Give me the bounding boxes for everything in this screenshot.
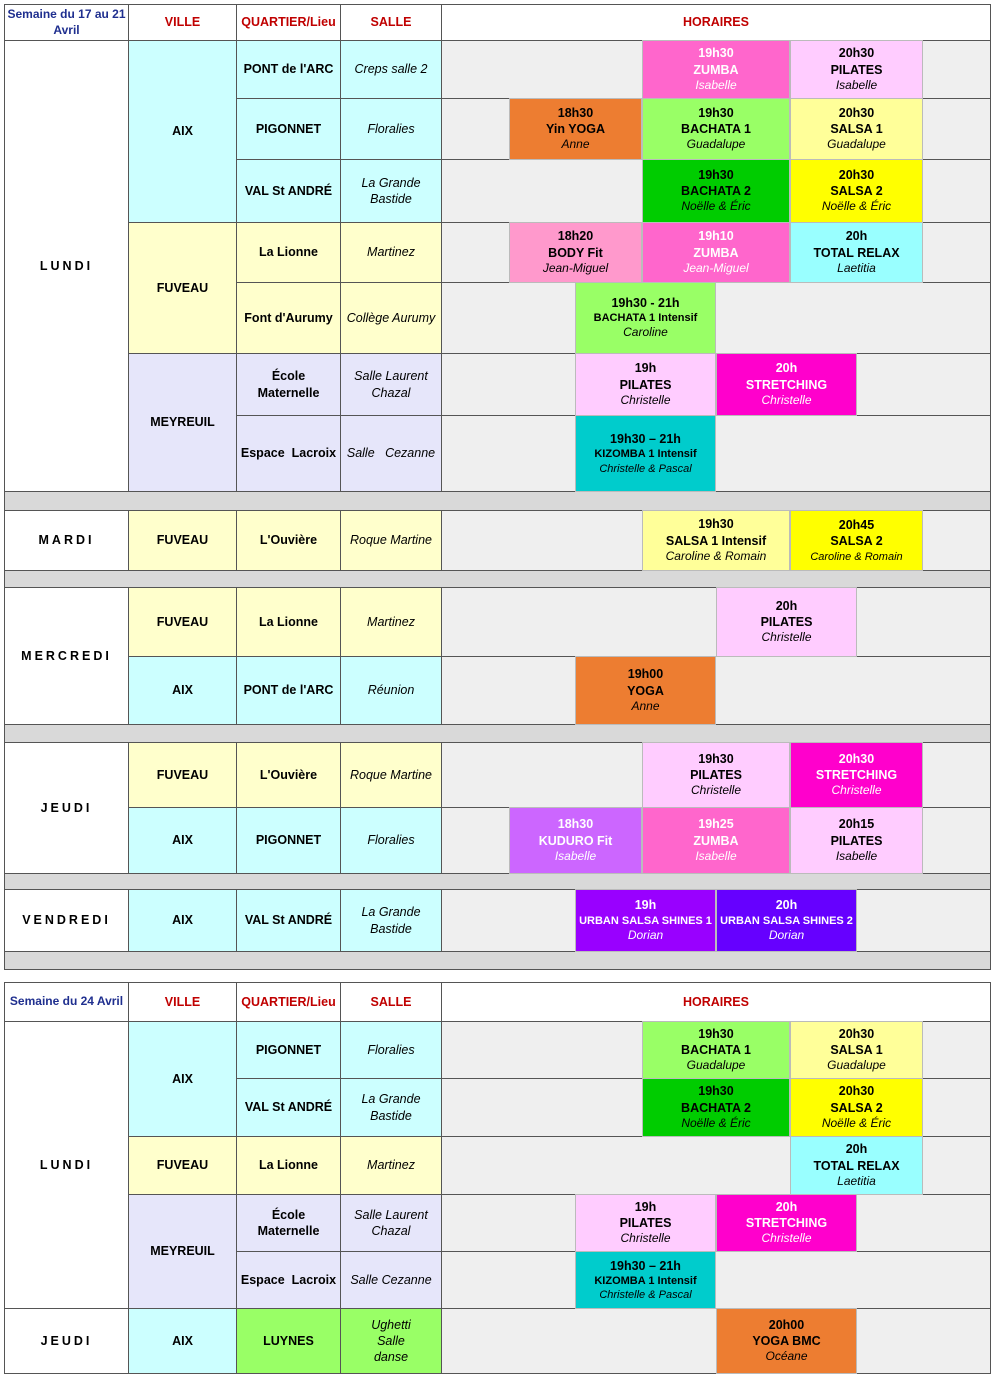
course-name: STRETCHING bbox=[745, 377, 828, 392]
course-name: BACHATA 1 bbox=[681, 1043, 751, 1058]
salle-cell: Martinez bbox=[340, 1136, 442, 1195]
lieu-cell: VAL St ANDRÉ bbox=[236, 1078, 341, 1137]
course-time: 20h30 bbox=[838, 1026, 875, 1041]
course-time: 20h bbox=[775, 1199, 798, 1214]
lieu-cell: École Maternelle bbox=[236, 353, 341, 416]
salle-cell: Floralies bbox=[340, 1021, 442, 1079]
course-teacher: Christelle bbox=[690, 783, 741, 798]
col-header-salle: SALLE bbox=[340, 4, 442, 41]
course-name: Yin YOGA bbox=[545, 122, 606, 137]
course-time: 19h30 bbox=[698, 167, 734, 182]
lieu-cell: PIGONNET bbox=[236, 98, 341, 160]
course-time: 19h30 bbox=[698, 46, 734, 61]
course-name: TOTAL RELAX bbox=[813, 245, 900, 260]
course-name: YOGA BMC bbox=[752, 1334, 821, 1349]
ville-meyreuil: MEYREUIL bbox=[128, 1194, 237, 1309]
course-time: 20h45 bbox=[838, 518, 875, 533]
course-time: 19h bbox=[634, 361, 657, 376]
course-slot bbox=[575, 1251, 716, 1309]
course-time: 20h bbox=[775, 898, 798, 913]
course-teacher: Dorian bbox=[627, 927, 664, 942]
course-teacher: Isabelle bbox=[835, 848, 878, 863]
course-name: SALSA 2 bbox=[830, 534, 883, 549]
course-time: 19h30 bbox=[698, 1084, 734, 1099]
lieu-cell: École Maternelle bbox=[236, 1194, 341, 1252]
course-name: PILATES bbox=[760, 615, 813, 630]
course-name: PILATES bbox=[830, 62, 883, 77]
course-teacher: Christelle bbox=[761, 1231, 812, 1246]
course-name: URBAN SALSA SHINES 1 bbox=[579, 914, 712, 927]
salle-cell: Roque Martine bbox=[340, 510, 442, 571]
course-teacher: Christelle & Pascal bbox=[599, 462, 692, 475]
course-slot bbox=[790, 1078, 923, 1137]
course-slot bbox=[790, 222, 923, 283]
course-slot bbox=[575, 656, 716, 725]
course-name: ZUMBA bbox=[693, 245, 739, 260]
course-teacher: Christelle & Pascal bbox=[599, 1289, 692, 1302]
day-jeudi: JEUDI bbox=[4, 1308, 129, 1374]
course-slot bbox=[575, 1194, 716, 1252]
course-time: 19h30 – 21h bbox=[610, 432, 681, 447]
lieu-cell: PONT de l'ARC bbox=[236, 40, 341, 99]
separator bbox=[4, 873, 991, 890]
col-header-ville: VILLE bbox=[128, 4, 237, 41]
course-slot bbox=[642, 510, 790, 571]
course-slot bbox=[509, 222, 642, 283]
ville-meyreuil: MEYREUIL bbox=[128, 353, 237, 492]
course-time: 19h30 – 21h bbox=[610, 1258, 681, 1273]
course-name: STRETCHING bbox=[815, 768, 898, 783]
schedule-row bbox=[441, 1251, 991, 1309]
salle-cell: Salle Laurent Chazal bbox=[340, 1194, 442, 1252]
day-jeudi: JEUDI bbox=[4, 742, 129, 874]
course-time: 18h30 bbox=[557, 817, 594, 832]
course-name: PILATES bbox=[619, 377, 672, 392]
day-mardi: MARDI bbox=[4, 510, 129, 571]
ville-fuveau: FUVEAU bbox=[128, 742, 237, 808]
course-slot bbox=[642, 40, 790, 99]
course-slot bbox=[716, 587, 857, 657]
course-slot bbox=[642, 807, 790, 874]
course-name: BACHATA 2 bbox=[681, 184, 751, 199]
course-teacher: Caroline & Romain bbox=[810, 550, 903, 563]
course-time: 20h00 bbox=[768, 1317, 805, 1332]
col-header-salle: SALLE bbox=[340, 982, 442, 1022]
course-teacher: Isabelle bbox=[554, 848, 597, 863]
course-name: BACHATA 2 bbox=[681, 1100, 751, 1115]
schedule-row bbox=[441, 282, 991, 354]
ville-aix: AIX bbox=[128, 807, 237, 874]
course-teacher: Jean-Miguel bbox=[542, 260, 609, 275]
lieu-cell: Espace Lacroix bbox=[236, 415, 341, 492]
course-time: 20h30 bbox=[838, 167, 875, 182]
course-time: 20h bbox=[845, 229, 868, 244]
course-slot bbox=[575, 415, 716, 492]
ville-fuveau: FUVEAU bbox=[128, 587, 237, 657]
course-slot bbox=[642, 98, 790, 160]
course-slot bbox=[790, 40, 923, 99]
course-teacher: Noëlle & Éric bbox=[681, 1115, 751, 1130]
salle-cell: Martinez bbox=[340, 587, 442, 657]
course-name: SALSA 1 Intensif bbox=[665, 533, 767, 548]
col-header-quartier: QUARTIER/Lieu bbox=[236, 4, 341, 41]
day-vendredi: VENDREDI bbox=[4, 889, 129, 952]
ville-aix: AIX bbox=[128, 889, 237, 952]
course-teacher: Noëlle & Éric bbox=[821, 199, 892, 214]
lieu-cell: La Lionne bbox=[236, 1136, 341, 1195]
course-time: 20h30 bbox=[838, 105, 875, 120]
salle-cell: Réunion bbox=[340, 656, 442, 725]
course-slot bbox=[790, 98, 923, 160]
course-slot bbox=[790, 1021, 923, 1079]
col-header-quartier: QUARTIER/Lieu bbox=[236, 982, 341, 1022]
course-slot bbox=[790, 742, 923, 808]
salle-cell: La Grande Bastide bbox=[340, 159, 442, 223]
course-slot bbox=[790, 159, 923, 223]
lieu-cell: LUYNES bbox=[236, 1308, 341, 1374]
course-time: 20h bbox=[775, 598, 798, 613]
salle-cell: Ughetti Salle danse bbox=[340, 1308, 442, 1374]
separator bbox=[4, 951, 991, 970]
course-teacher: Caroline & Romain bbox=[665, 548, 767, 563]
course-name: ZUMBA bbox=[693, 62, 739, 77]
col-header-horaires: HORAIRES bbox=[441, 982, 991, 1022]
course-teacher: Laetitia bbox=[837, 1173, 876, 1188]
course-teacher: Christelle bbox=[620, 392, 671, 407]
salle-cell: Salle Laurent Chazal bbox=[340, 353, 442, 416]
course-slot bbox=[642, 159, 790, 223]
salle-cell: Roque Martine bbox=[340, 742, 442, 808]
salle-cell: La Grande Bastide bbox=[340, 889, 442, 952]
course-time: 20h bbox=[775, 361, 798, 376]
day-lundi: LUNDI bbox=[4, 40, 129, 492]
separator bbox=[4, 491, 991, 511]
course-time: 20h30 bbox=[838, 46, 875, 61]
salle-cell: Salle Cezanne bbox=[340, 415, 442, 492]
course-time: 19h30 bbox=[698, 105, 734, 120]
salle-cell: Martinez bbox=[340, 222, 442, 283]
course-name: URBAN SALSA SHINES 2 bbox=[720, 914, 853, 927]
ville-aix: AIX bbox=[128, 40, 237, 223]
lieu-cell: Font d'Aurumy bbox=[236, 282, 341, 354]
course-slot bbox=[642, 222, 790, 283]
course-teacher: Christelle bbox=[831, 783, 882, 798]
course-name: KIZOMBA 1 Intensif bbox=[594, 1274, 697, 1287]
salle-cell: Salle Cezanne bbox=[340, 1251, 442, 1309]
course-teacher: Dorian bbox=[768, 927, 805, 942]
day-mercredi: MERCREDI bbox=[4, 587, 129, 725]
course-slot bbox=[642, 742, 790, 808]
course-slot bbox=[790, 807, 923, 874]
course-slot bbox=[642, 1078, 790, 1137]
course-slot bbox=[716, 353, 857, 416]
course-time: 19h bbox=[634, 898, 657, 913]
lieu-cell: VAL St ANDRÉ bbox=[236, 159, 341, 223]
course-name: KUDURO Fit bbox=[538, 833, 613, 848]
course-time: 19h00 bbox=[627, 667, 664, 682]
course-time: 20h30 bbox=[838, 751, 875, 766]
course-time: 19h30 - 21h bbox=[611, 295, 680, 310]
course-teacher: Isabelle bbox=[835, 77, 878, 92]
course-slot bbox=[790, 510, 923, 571]
course-teacher: Christelle bbox=[620, 1231, 671, 1246]
course-teacher: Laetitia bbox=[837, 260, 876, 275]
course-name: PILATES bbox=[619, 1216, 672, 1231]
lieu-cell: L'Ouvière bbox=[236, 742, 341, 808]
ville-aix: AIX bbox=[128, 656, 237, 725]
course-teacher: Caroline bbox=[623, 325, 668, 340]
course-name: SALSA 2 bbox=[830, 184, 883, 199]
course-name: TOTAL RELAX bbox=[813, 1158, 900, 1173]
course-slot bbox=[716, 1194, 857, 1252]
ville-aix: AIX bbox=[128, 1308, 237, 1374]
course-slot bbox=[509, 98, 642, 160]
schedule-row bbox=[441, 415, 991, 492]
week-title bbox=[4, 982, 129, 1022]
week-title bbox=[4, 4, 129, 41]
course-slot bbox=[790, 1136, 923, 1195]
ville-aix: AIX bbox=[128, 1021, 237, 1137]
course-time: 19h30 bbox=[698, 517, 734, 532]
course-teacher: Guadalupe bbox=[827, 137, 886, 152]
lieu-cell: PONT de l'ARC bbox=[236, 656, 341, 725]
course-name: BACHATA 1 Intensif bbox=[593, 312, 698, 325]
lieu-cell: La Lionne bbox=[236, 587, 341, 657]
course-teacher: Isabelle bbox=[695, 77, 737, 92]
course-name: SALSA 1 bbox=[830, 1043, 883, 1058]
course-teacher: Noëlle & Éric bbox=[821, 1115, 892, 1130]
course-slot bbox=[716, 889, 857, 952]
lieu-cell: Espace Lacroix bbox=[236, 1251, 341, 1309]
course-time: 19h25 bbox=[698, 817, 734, 832]
salle-cell: Collège Aurumy bbox=[340, 282, 442, 354]
course-teacher: Guadalupe bbox=[827, 1058, 886, 1073]
course-time: 18h30 bbox=[557, 105, 594, 120]
lieu-cell: L'Ouvière bbox=[236, 510, 341, 571]
lieu-cell: PIGONNET bbox=[236, 807, 341, 874]
separator bbox=[4, 724, 991, 743]
course-teacher: Anne bbox=[631, 698, 660, 713]
course-time: 20h bbox=[845, 1142, 868, 1157]
course-teacher: Isabelle bbox=[695, 848, 737, 863]
course-time: 18h20 bbox=[557, 229, 594, 244]
course-teacher: Guadalupe bbox=[686, 1058, 746, 1073]
course-teacher: Christelle bbox=[761, 392, 812, 407]
course-time: 19h30 bbox=[698, 1026, 734, 1041]
course-teacher: Anne bbox=[561, 137, 590, 152]
schedule-row bbox=[441, 656, 991, 725]
course-time: 20h30 bbox=[838, 1084, 875, 1099]
ville-fuveau: FUVEAU bbox=[128, 222, 237, 354]
salle-cell: Creps salle 2 bbox=[340, 40, 442, 99]
course-name: BACHATA 1 bbox=[681, 122, 751, 137]
day-lundi: LUNDI bbox=[4, 1021, 129, 1309]
course-teacher: Christelle bbox=[761, 630, 812, 645]
course-time: 19h10 bbox=[698, 229, 734, 244]
course-slot bbox=[642, 1021, 790, 1079]
week-title-text: Semaine du 17 au 21 Avril bbox=[7, 6, 126, 37]
col-header-ville: VILLE bbox=[128, 982, 237, 1022]
course-name: PILATES bbox=[830, 833, 883, 848]
course-name: SALSA 1 bbox=[830, 122, 883, 137]
salle-cell: Floralies bbox=[340, 98, 442, 160]
ville-fuveau: FUVEAU bbox=[128, 1136, 237, 1195]
course-time: 19h30 bbox=[698, 751, 734, 766]
course-slot bbox=[509, 807, 642, 874]
lieu-cell: La Lionne bbox=[236, 222, 341, 283]
course-name: YOGA bbox=[627, 683, 664, 698]
course-slot bbox=[575, 889, 716, 952]
course-name: STRETCHING bbox=[745, 1216, 828, 1231]
salle-cell: La Grande Bastide bbox=[340, 1078, 442, 1137]
course-teacher: Guadalupe bbox=[686, 137, 746, 152]
lieu-cell: PIGONNET bbox=[236, 1021, 341, 1079]
week-title-text: Semaine du 24 Avril bbox=[9, 994, 124, 1009]
course-name: ZUMBA bbox=[693, 833, 739, 848]
course-name: SALSA 2 bbox=[830, 1100, 883, 1115]
course-teacher: Noëlle & Éric bbox=[681, 199, 751, 214]
col-header-horaires: HORAIRES bbox=[441, 4, 991, 41]
course-teacher: Océane bbox=[765, 1349, 808, 1364]
ville-fuveau: FUVEAU bbox=[128, 510, 237, 571]
course-name: PILATES bbox=[690, 768, 742, 783]
salle-cell: Floralies bbox=[340, 807, 442, 874]
course-name: BODY Fit bbox=[548, 245, 603, 260]
course-slot bbox=[716, 1308, 857, 1374]
course-name: KIZOMBA 1 Intensif bbox=[594, 448, 697, 461]
course-time: 20h15 bbox=[838, 817, 875, 832]
course-time: 19h bbox=[634, 1199, 657, 1214]
course-slot bbox=[575, 353, 716, 416]
course-slot bbox=[575, 282, 716, 354]
separator bbox=[4, 570, 991, 588]
course-teacher: Jean-Miguel bbox=[683, 260, 749, 275]
lieu-cell: VAL St ANDRÉ bbox=[236, 889, 341, 952]
